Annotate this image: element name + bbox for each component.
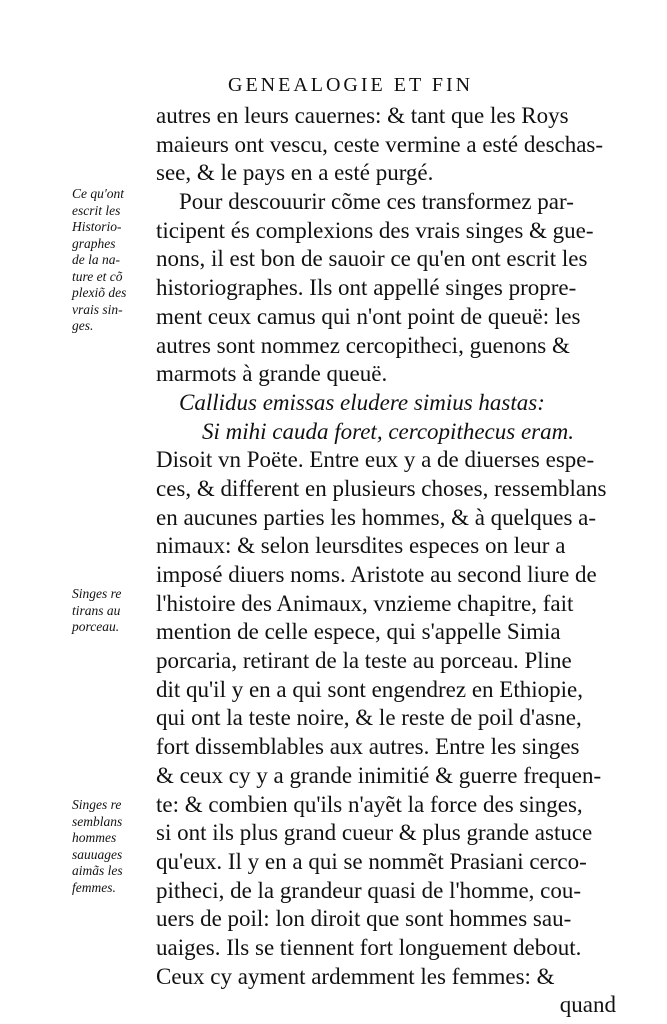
margin-note-line: graphes [72,235,116,251]
text-line: porcaria, retirant de la teste au porceau. Pline [156,648,572,674]
running-head: GENEALOGIE ET FIN [228,74,474,96]
margin-note-historiographes [72,186,150,335]
text-line: imposé diuers noms. Aristote au second liure de [156,562,597,587]
text-line: Pour descouurir cõme ces transformez par- [156,189,574,215]
text-line: pitheci, de la grandeur quasi de l'homme, cou- [156,877,582,903]
margin-note-line: vrais sin- [72,301,123,317]
text-line: uers de poil: lon diroit que sont hommes sau- [156,906,572,932]
text-line: qu'eux. Il y en a qui se nommẽt Prasiani cerco- [156,848,587,874]
text-line: nimaux: & selon leursdites especes on leur a [156,533,566,559]
text-line: & ceux cy y a grande inimitié & guerre frequen- [156,762,602,788]
margin-note-singes-hommes [72,797,150,896]
text-line: te: & combien qu'ils n'ayẽt la force des singes, [156,791,583,817]
text-line: historiographes. Ils ont appellé singes propre- [156,275,577,301]
margin-note-line: Ce qu'ont [72,186,125,201]
margin-note-line: de la na- [72,252,120,267]
text-line: ces, & different en plusieurs choses, ressemblans [156,475,607,501]
text-line: Disoit vn Poëte. Entre eux y a de diuerses espe- [156,447,595,473]
text-line: marmots à grande queuë. [156,361,388,387]
text-line: si ont ils plus grand cueur & plus grande astuce [156,820,593,846]
text-line: uaiges. Ils se tiennent fort longuement debout. [156,934,582,960]
margin-note-line: Historio- [72,219,122,234]
text-line: fort dissemblables aux autres. Entre les singes [156,734,580,760]
text-line: nons, il est bon de sauoir ce qu'en ont escrit les [156,246,588,272]
text-line: ticipent és complexions des vrais singes & gue- [156,217,594,243]
margin-note-line: semblans [72,813,123,829]
margin-note-line: porceau. [72,619,120,634]
margin-note-line: hommes [72,830,117,845]
text-line: autres sont nommez cercopitheci, guenons & [156,332,570,358]
text-line: autres en leurs cauernes: & tant que les Roys [156,103,569,128]
margin-note-line: femmes. [72,879,116,895]
margin-note-line: aimãs les [72,863,123,878]
text-line: Ceux cy ayment ardemment les femmes: & [156,963,555,989]
text-line: quand [559,992,616,1018]
margin-note-line: Singes re [72,797,122,812]
text-line: mention de celle espece, qui s'appelle Simia [156,619,561,645]
margin-note-line: ges. [72,318,94,333]
margin-note-line: sauuages [72,846,123,862]
text-line: en aucunes parties les hommes, & à quelques a- [156,504,597,530]
text-line: see, & le pays en a esté purgé. [156,160,434,186]
text-line: maieurs ont vescu, ceste vermine a esté deschas- [156,131,604,157]
text-line: dit qu'il y en a qui sont engendrez en Ethiopie, [156,676,583,702]
main-text-block [156,102,616,1020]
text-line: ment ceux camus qui n'ont point de queuë: les [156,303,581,329]
margin-note-line: ture et cõ [72,268,123,284]
text-line: l'histoire des Animaux, vnzieme chapitre, fait [156,590,574,616]
text-line: Callidus emissas eludere simius hastas: [156,389,545,415]
text-line: Si mihi cauda foret, cercopithecus eram. [156,418,574,444]
margin-note-line: plexiõ des [72,285,127,300]
margin-note-singes-porceau [72,586,150,636]
margin-note-line: Singes re [72,586,122,601]
text-line: qui ont la teste noire, & le reste de poil d'asne, [156,705,582,731]
margin-note-line: escrit les [72,202,121,218]
margin-note-line: tirans au [72,602,121,618]
